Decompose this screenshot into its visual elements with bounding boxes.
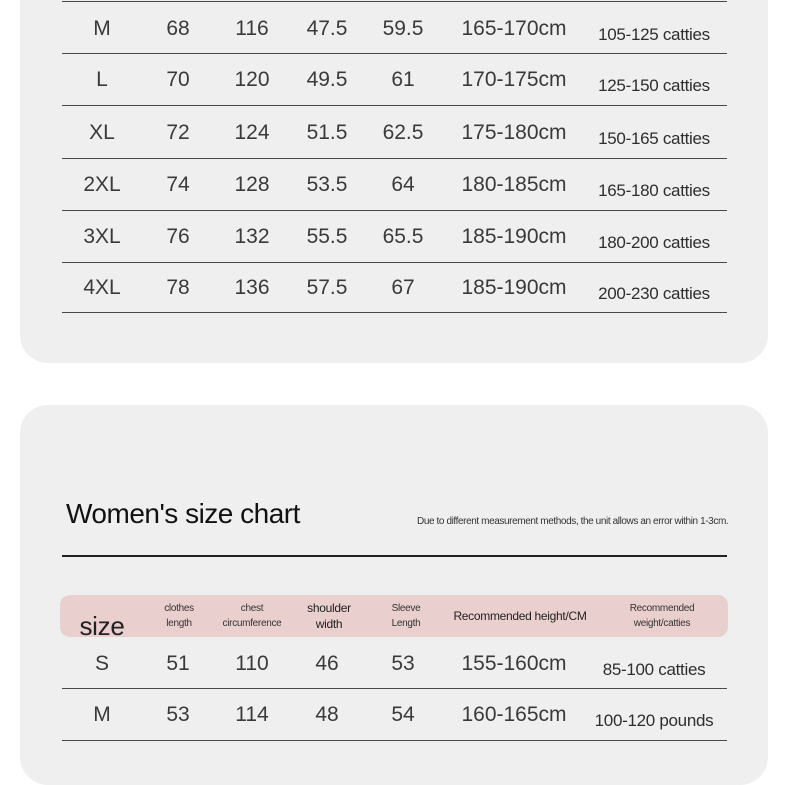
cell-height: 185-190cm bbox=[461, 225, 567, 248]
header-weight-line2: weight/catties bbox=[633, 618, 691, 629]
cell-sleeve: 67 bbox=[391, 276, 415, 299]
cell-height: 180-185cm bbox=[461, 173, 567, 196]
cell-shoulder: 48 bbox=[315, 703, 339, 726]
women-table-header bbox=[60, 595, 728, 641]
row-divider bbox=[62, 312, 727, 313]
cell-shoulder: 46 bbox=[315, 652, 339, 675]
cell-size: S bbox=[94, 652, 109, 675]
header-length-line1: clothes bbox=[164, 603, 194, 614]
table-row bbox=[62, 689, 727, 741]
cell-length: 74 bbox=[166, 173, 190, 196]
table-row bbox=[62, 639, 727, 689]
cell-chest: 124 bbox=[234, 120, 270, 144]
cell-shoulder: 53.5 bbox=[306, 173, 348, 196]
header-shoulder-line1: shoulder bbox=[307, 601, 351, 615]
header-shoulder bbox=[290, 595, 368, 637]
cell-sleeve: 62.5 bbox=[382, 120, 424, 144]
cell-length: 72 bbox=[166, 120, 190, 144]
cell-length: 76 bbox=[166, 225, 190, 248]
header-chest-line1: chest bbox=[240, 603, 264, 614]
cell-height: 185-190cm bbox=[461, 276, 567, 299]
cell-shoulder: 57.5 bbox=[306, 276, 348, 299]
women-chart-title: Women's size chart bbox=[66, 498, 300, 529]
table-top-border bbox=[62, 1, 727, 2]
cell-shoulder: 55.5 bbox=[306, 225, 348, 248]
cell-length: 68 bbox=[166, 17, 190, 40]
cell-weight: 105-125 catties bbox=[598, 25, 710, 44]
cell-chest: 110 bbox=[235, 652, 269, 675]
header-weight-line1: Recommended bbox=[629, 603, 695, 614]
cell-size: XL bbox=[89, 120, 115, 144]
cell-weight: 150-165 catties bbox=[598, 128, 710, 148]
cell-weight: 100-120 pounds bbox=[594, 711, 714, 730]
cell-shoulder: 51.5 bbox=[306, 120, 348, 144]
cell-length: 53 bbox=[166, 703, 190, 726]
table-row bbox=[62, 106, 727, 159]
cell-height: 175-180cm bbox=[461, 120, 567, 144]
cell-weight: 85-100 catties bbox=[602, 660, 706, 679]
title-divider bbox=[62, 555, 727, 557]
table-row bbox=[62, 4, 727, 54]
header-clothes-length bbox=[144, 595, 214, 637]
header-sleeve bbox=[368, 595, 444, 637]
cell-height: 170-175cm bbox=[461, 68, 567, 91]
cell-chest: 116 bbox=[235, 17, 269, 40]
cell-chest: 128 bbox=[234, 173, 270, 196]
cell-shoulder: 47.5 bbox=[306, 17, 348, 40]
header-chest-line2: circumference bbox=[222, 618, 282, 629]
cell-weight: 200-230 catties bbox=[598, 284, 710, 303]
cell-sleeve: 54 bbox=[391, 703, 415, 726]
cell-weight: 180-200 catties bbox=[598, 233, 710, 252]
header-size: size bbox=[79, 610, 125, 641]
table-row bbox=[62, 263, 727, 313]
cell-height: 160-165cm bbox=[461, 703, 567, 726]
table-row bbox=[62, 159, 727, 211]
cell-weight: 165-180 catties bbox=[598, 181, 710, 200]
cell-size: 4XL bbox=[83, 276, 121, 299]
cell-weight: 125-150 catties bbox=[598, 76, 710, 95]
header-sleeve-line2: Length bbox=[391, 618, 421, 629]
table-row bbox=[62, 54, 727, 106]
cell-length: 51 bbox=[166, 652, 190, 675]
header-height: Recommended height/CM bbox=[453, 608, 587, 623]
cell-length: 78 bbox=[166, 276, 190, 299]
measurement-note: Due to different measurement methods, the unit allows an error within 1-3cm. bbox=[417, 516, 729, 527]
cell-size: L bbox=[96, 68, 108, 91]
cell-size: M bbox=[93, 17, 111, 40]
header-length-line2: length bbox=[166, 618, 192, 629]
cell-sleeve: 65.5 bbox=[382, 225, 424, 248]
header-weight bbox=[596, 595, 728, 637]
cell-height: 155-160cm bbox=[461, 652, 567, 675]
cell-size: M bbox=[93, 703, 111, 726]
cell-shoulder: 49.5 bbox=[306, 68, 348, 91]
cell-chest: 120 bbox=[234, 68, 270, 91]
cell-chest: 132 bbox=[234, 225, 270, 248]
cell-sleeve: 61 bbox=[391, 68, 415, 91]
header-shoulder-line2: width bbox=[315, 617, 343, 631]
header-chest bbox=[214, 595, 290, 637]
cell-chest: 114 bbox=[235, 703, 269, 726]
table-row bbox=[62, 211, 727, 263]
cell-size: 2XL bbox=[83, 173, 121, 196]
cell-length: 70 bbox=[166, 68, 190, 91]
cell-size: 3XL bbox=[83, 225, 121, 248]
cell-height: 165-170cm bbox=[461, 17, 567, 40]
cell-sleeve: 59.5 bbox=[382, 17, 424, 40]
cell-sleeve: 53 bbox=[391, 652, 415, 675]
header-sleeve-line1: Sleeve bbox=[391, 603, 421, 614]
cell-sleeve: 64 bbox=[391, 173, 415, 196]
cell-chest: 136 bbox=[234, 276, 270, 299]
